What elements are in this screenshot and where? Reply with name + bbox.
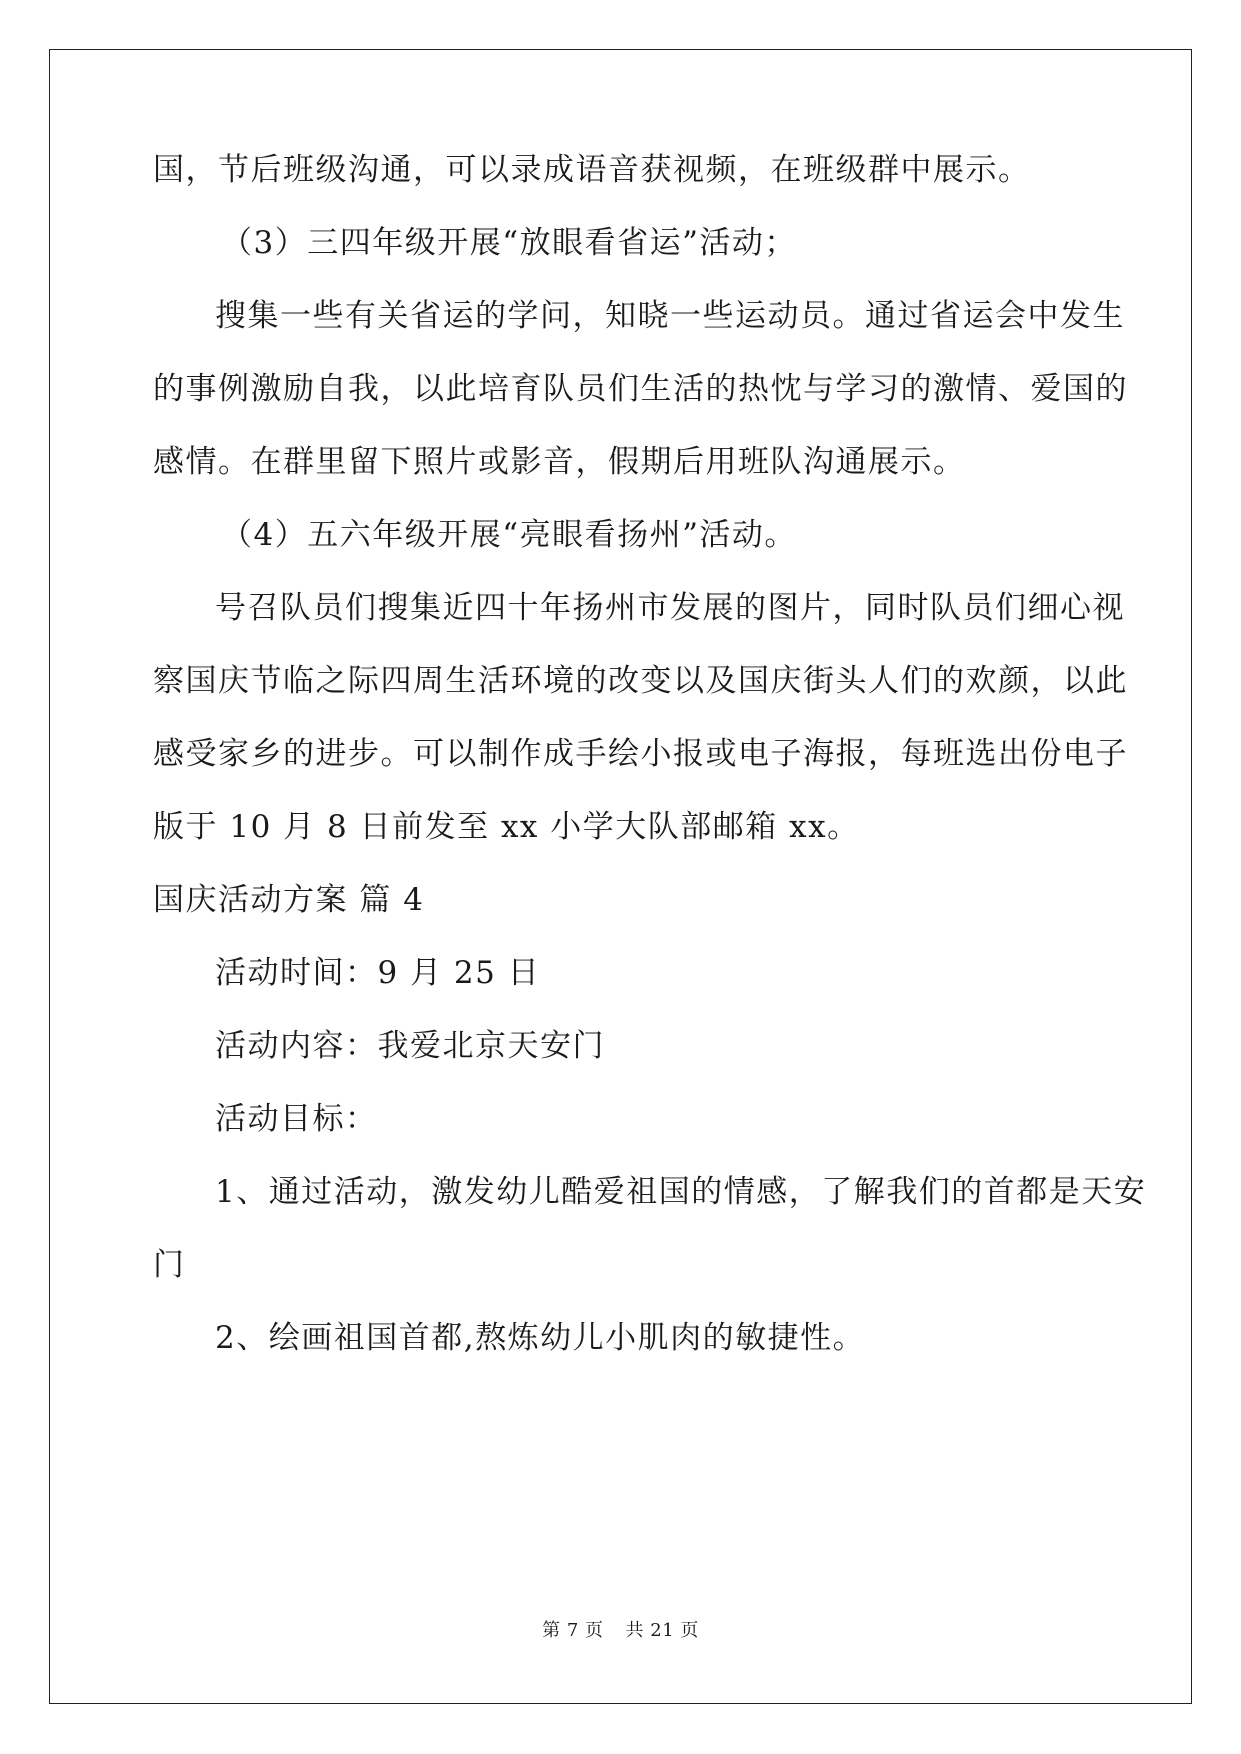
section-heading: 国庆活动方案 篇 4 bbox=[153, 882, 425, 918]
text-line: （4）五六年级开展“亮眼看扬州”活动。 bbox=[221, 517, 797, 553]
text-line: 2、绘画祖国首都,熬炼幼儿小肌肉的敏捷性。 bbox=[215, 1320, 866, 1356]
text-line: 号召队员们搜集近四十年扬州市发展的图片，同时队员们细心视 bbox=[215, 590, 1125, 626]
text-line: 版于 10 月 8 日前发至 xx 小学大队部邮箱 xx。 bbox=[153, 809, 860, 845]
page-footer bbox=[0, 1616, 1241, 1642]
text-line: 国，节后班级沟通，可以录成语音获视频，在班级群中展示。 bbox=[153, 152, 1031, 188]
text-line: 门 bbox=[153, 1247, 186, 1283]
text-line: （3）三四年级开展“放眼看省运”活动； bbox=[221, 225, 797, 261]
text-line: 搜集一些有关省运的学问，知晓一些运动员。通过省运会中发生 bbox=[215, 298, 1125, 334]
text-line: 察国庆节临之际四周生活环境的改变以及国庆街头人们的欢颜，以此 bbox=[153, 663, 1128, 699]
text-line: 的事例激励自我，以此培育队员们生活的热忱与学习的激情、爱国的 bbox=[153, 371, 1128, 407]
text-line: 活动目标： bbox=[215, 1101, 378, 1137]
text-line: 感受家乡的进步。可以制作成手绘小报或电子海报，每班选出份电子 bbox=[153, 736, 1128, 772]
page-number: 第 7 页 bbox=[542, 1620, 604, 1641]
text-line: 1、通过活动，激发幼儿酷爱祖国的情感，了解我们的首都是天安 bbox=[215, 1174, 1147, 1210]
text-line: 活动时间：9 月 25 日 bbox=[215, 955, 541, 991]
page-total: 共 21 页 bbox=[625, 1620, 699, 1641]
text-line: 感情。在群里留下照片或影音，假期后用班队沟通展示。 bbox=[153, 444, 966, 480]
text-line: 活动内容：我爱北京天安门 bbox=[215, 1028, 605, 1064]
